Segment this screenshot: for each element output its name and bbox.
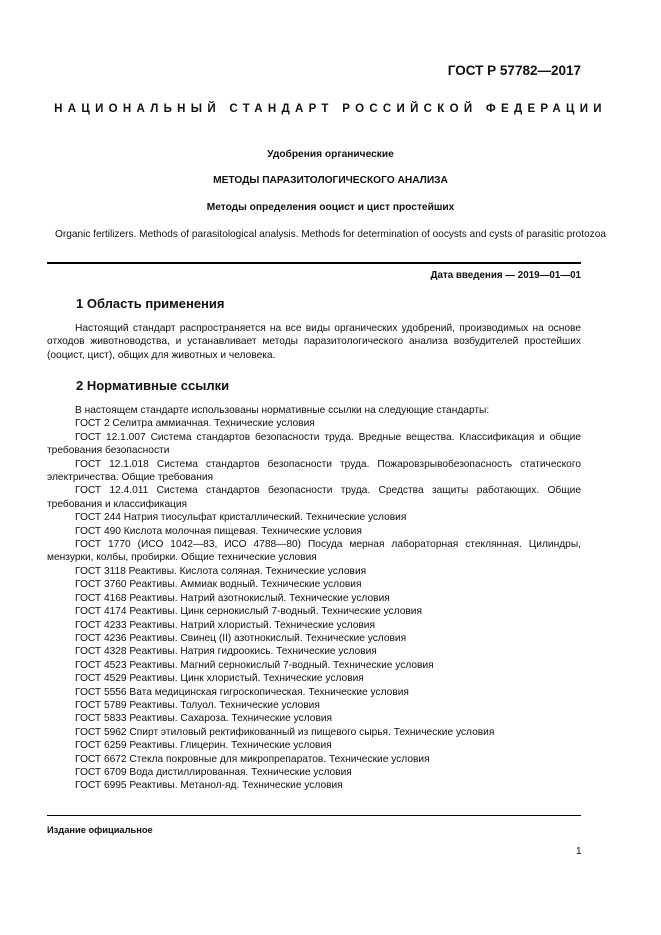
list-item: ГОСТ 4236 Реактивы. Свинец (II) азотнокислый. Технические условия — [75, 632, 407, 644]
list-item: ГОСТ 5556 Вата медицинская гигроскопическая. Технические условия — [75, 686, 409, 698]
section-2-heading: 2 Нормативные ссылки — [76, 378, 230, 393]
list-item: ГОСТ 4529 Реактивы. Цинк хлористый. Технические условия — [75, 673, 364, 685]
list-item: ГОСТ 244 Натрия тиосульфат кристаллический. Технические условия — [75, 512, 407, 524]
list-item: ГОСТ 1770 (ИСО 1042—83, ИСО 4788—80) Посуда мерная лабораторная стеклянная. Цилиндры, мензурки, колбы, пробирки. Общие технические условия — [47, 539, 581, 564]
list-item: ГОСТ 6259 Реактивы. Глицерин. Технические условия — [75, 740, 332, 752]
list-item: ГОСТ 490 Кислота молочная пищевая. Технические условия — [75, 525, 362, 537]
list-item: ГОСТ 5789 Реактивы. Толуол. Технические условия — [75, 699, 320, 711]
normative-references-list — [47, 404, 581, 793]
list-item: ГОСТ 6672 Стекла покровные для микропрепаратов. Технические условия — [75, 753, 430, 765]
list-item: В настоящем стандарте использованы нормативные ссылки на следующие стандарты: — [75, 405, 490, 416]
english-title: Organic fertilizers. Methods of parasitological analysis. Methods for determination of oocysts and cysts of parasitic protozoa — [55, 229, 606, 240]
list-item: ГОСТ 12.4.011 Система стандартов безопасности труда. Средства защиты работающих. Общие требования и классификация — [47, 485, 581, 510]
list-item: ГОСТ 4523 Реактивы. Магний сернокислый 7-водный. Технические условия — [75, 659, 434, 671]
footer-divider — [47, 815, 581, 816]
standard-code: ГОСТ Р 57782—2017 — [447, 63, 581, 78]
list-item: ГОСТ 5833 Реактивы. Сахароза. Технические условия — [75, 713, 333, 725]
list-item: ГОСТ 6709 Вода дистиллированная. Технические условия — [75, 766, 352, 778]
list-item: ГОСТ 2 Селитра аммиачная. Технические условия — [75, 418, 315, 430]
list-item: ГОСТ 3118 Реактивы. Кислота соляная. Технические условия — [75, 565, 367, 577]
list-item: ГОСТ 4328 Реактивы. Натрия гидроокись. Технические условия — [75, 646, 377, 658]
section-1-heading: 1 Область применения — [76, 296, 225, 311]
introduction-date: Дата введения — 2019—01—01 — [430, 270, 581, 281]
document-subtitle: Методы определения ооцист и цист простейших — [206, 202, 455, 213]
section-1-paragraph — [47, 322, 581, 362]
title-divider — [47, 262, 581, 264]
national-standard-title: НАЦИОНАЛЬНЫЙ СТАНДАРТ РОССИЙСКОЙ ФЕДЕРАЦИИ — [54, 103, 607, 115]
official-edition-label: Издание официальное — [47, 825, 153, 835]
list-item: ГОСТ 4174 Реактивы. Цинк сернокислый 7-водный. Технические условия — [75, 606, 422, 618]
list-item: ГОСТ 6995 Реактивы. Метанол-яд. Технические условия — [75, 780, 343, 792]
list-item: ГОСТ 4168 Реактивы. Натрий азотнокислый. Технические условия — [75, 592, 390, 604]
document-main-title: МЕТОДЫ ПАРАЗИТОЛОГИЧЕСКОГО АНАЛИЗА — [213, 175, 448, 186]
list-item: ГОСТ 12.1.018 Система стандартов безопасности труда. Пожаровзрывобезопасность статического электричества. Общие требования — [47, 458, 581, 484]
list-item: ГОСТ 4233 Реактивы. Натрий хлористый. Технические условия — [75, 619, 376, 631]
list-item: ГОСТ 12.1.007 Система стандартов безопасности труда. Вредные вещества. Классификация и общие требования безопасности — [47, 431, 581, 457]
list-item: ГОСТ 5962 Спирт этиловый ректификованный из пищевого сырья. Технические условия — [75, 726, 495, 738]
section-1-text: Настоящий стандарт распространяется на все виды органических удобрений, производимых на основе отходов животноводства, и устанавливает методы паразитологического анализа возбудителей простейших (ооцист, цист), общих для животных и человека. — [47, 323, 581, 361]
page-number: 1 — [576, 846, 582, 857]
document-subject: Удобрения органические — [267, 149, 394, 160]
list-item: ГОСТ 3760 Реактивы. Аммиак водный. Технические условия — [75, 579, 362, 591]
